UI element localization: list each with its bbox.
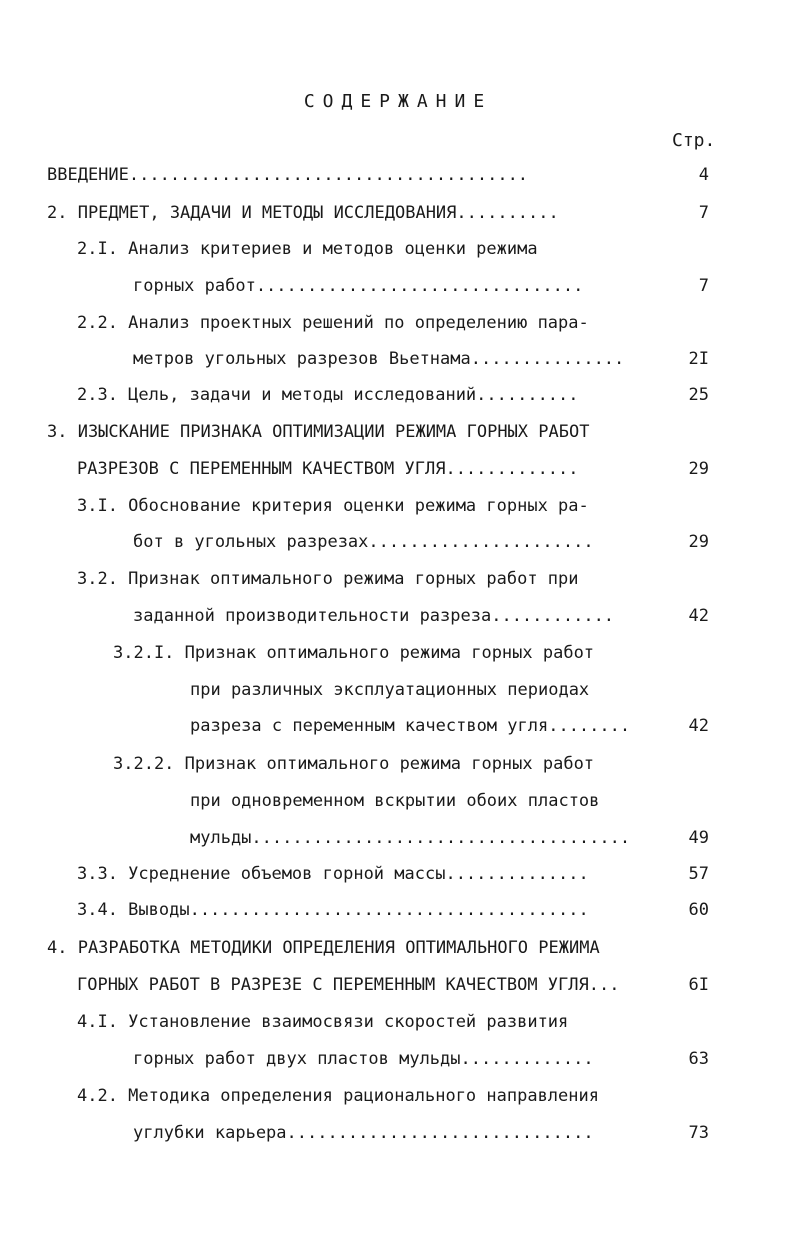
- toc-entry-page-number: 6I: [688, 975, 709, 995]
- toc-entry-page-number: 7: [698, 276, 709, 296]
- toc-entry-text: горных работ................................: [133, 276, 584, 296]
- toc-entry-text: углубки карьера..............................: [133, 1123, 594, 1143]
- toc-entry-page-number: 57: [688, 864, 709, 884]
- toc-entry: [0, 566, 796, 592]
- toc-entry: [0, 346, 796, 372]
- toc-entry-text: мульды.....................................: [190, 828, 631, 848]
- toc-entry: [0, 861, 796, 887]
- toc-entry-text: 4.I. Установление взаимосвязи скоростей развития: [77, 1012, 569, 1032]
- toc-entry: [0, 456, 796, 482]
- toc-entry: [0, 200, 796, 226]
- toc-entry-page-number: 42: [688, 716, 709, 736]
- toc-entry-text: 2.2. Анализ проектных решений по определению пара-: [77, 313, 589, 333]
- toc-entry: [0, 825, 796, 851]
- toc-entry-text: 3.2. Признак оптимального режима горных работ при: [77, 569, 579, 589]
- toc-entry-text: 2.3. Цель, задачи и методы исследований..........: [77, 385, 579, 405]
- toc-entry-text: 4. РАЗРАБОТКА МЕТОДИКИ ОПРЕДЕЛЕНИЯ ОПТИМАЛЬНОГО РЕЖИМА: [47, 938, 600, 958]
- toc-entry-text: заданной производительности разреза............: [133, 606, 615, 626]
- toc-entry: [0, 273, 796, 299]
- toc-entry: [0, 1083, 796, 1109]
- toc-entry: [0, 162, 796, 188]
- toc-entry-page-number: 7: [698, 203, 709, 223]
- toc-entry: [0, 640, 796, 666]
- toc-entry-page-number: 73: [688, 1123, 709, 1143]
- toc-entry-text: ВВЕДЕНИЕ.......................................: [47, 165, 529, 185]
- toc-entry: [0, 677, 796, 703]
- toc-entry: [0, 935, 796, 961]
- toc-entry-text: метров угольных разрезов Вьетнама...............: [133, 349, 625, 369]
- toc-entry: [0, 382, 796, 408]
- toc-entry-text: при различных эксплуатационных периодах: [190, 680, 590, 700]
- toc-entry-text: бот в угольных разрезах......................: [133, 532, 594, 552]
- toc-entry-text: горных работ двух пластов мульды.............: [133, 1049, 594, 1069]
- toc-entry-text: 3.I. Обоснование критерия оценки режима горных ра-: [77, 496, 589, 516]
- toc-entry: [0, 419, 796, 445]
- toc-entry-text: 2.I. Анализ критериев и методов оценки режима: [77, 239, 538, 259]
- toc-entry-text: 3.2.I. Признак оптимального режима горных работ: [113, 643, 595, 663]
- toc-entry-page-number: 4: [698, 165, 709, 185]
- toc-entry: [0, 310, 796, 336]
- toc-entry-page-number: 2I: [688, 349, 709, 369]
- toc-entry-text: РАЗРЕЗОВ С ПЕРЕМЕННЫМ КАЧЕСТВОМ УГЛЯ.............: [77, 459, 579, 479]
- page-column-header: Стр.: [672, 130, 716, 151]
- toc-entry: [0, 529, 796, 555]
- toc-entry: [0, 1046, 796, 1072]
- toc-entry: [0, 1009, 796, 1035]
- toc-entry-text: 2. ПРЕДМЕТ, ЗАДАЧИ И МЕТОДЫ ИССЛЕДОВАНИЯ..........: [47, 203, 559, 223]
- toc-entry-text: 3. ИЗЫСКАНИЕ ПРИЗНАКА ОПТИМИЗАЦИИ РЕЖИМА ГОРНЫХ РАБОТ: [47, 422, 590, 442]
- toc-entry-page-number: 60: [688, 900, 709, 920]
- toc-entry: [0, 972, 796, 998]
- toc-entry-text: 4.2. Методика определения рационального направления: [77, 1086, 599, 1106]
- toc-entry-page-number: 63: [688, 1049, 709, 1069]
- toc-entry-text: 3.2.2. Признак оптимального режима горных работ: [113, 754, 595, 774]
- toc-entry: [0, 897, 796, 923]
- toc-entry: [0, 751, 796, 777]
- toc-entry-text: 3.4. Выводы.......................................: [77, 900, 589, 920]
- toc-entry-page-number: 42: [688, 606, 709, 626]
- toc-entry-page-number: 25: [688, 385, 709, 405]
- toc-entry-page-number: 49: [688, 828, 709, 848]
- toc-entry: [0, 713, 796, 739]
- toc-entry: [0, 788, 796, 814]
- toc-entry: [0, 493, 796, 519]
- toc-entry: [0, 1120, 796, 1146]
- toc-entry-text: ГОРНЫХ РАБОТ В РАЗРЕЗЕ С ПЕРЕМЕННЫМ КАЧЕСТВОМ УГЛЯ...: [77, 975, 620, 995]
- toc-entry: [0, 603, 796, 629]
- toc-entry-text: разреза с переменным качеством угля........: [190, 716, 631, 736]
- toc-entry-page-number: 29: [688, 459, 709, 479]
- toc-entry-text: 3.3. Усреднение объемов горной массы..............: [77, 864, 589, 884]
- document-title: СОДЕРЖАНИЕ: [303, 91, 493, 112]
- toc-entry: [0, 236, 796, 262]
- toc-entry-page-number: 29: [688, 532, 709, 552]
- toc-entry-text: при одновременном вскрытии обоих пластов: [190, 791, 600, 811]
